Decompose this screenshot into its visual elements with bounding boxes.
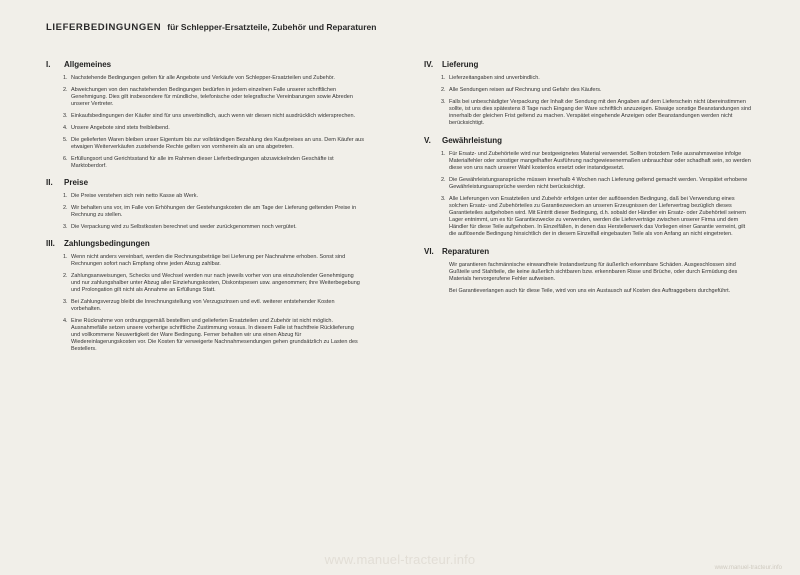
- paragraph: Bei Garantieverlangen auch für diese Teile, wird von uns ein Austausch auf Kosten des Auftraggebers durchgeführt.: [449, 288, 731, 294]
- clause-item: 3. Falls bei unbeschädigter Verpackung der Inhalt der Sendung mit den Angaben auf dem Lieferschein nicht übereinstimmen sollte, ist uns dies spätestens 8 Tage nach Eingang der Ware schriftlich anzuzeigen. Etwaige sonstige Beanstandungen sind innerhalb der gleichen Frist geltend zu machen. Verspätet eingehende Anzeigen oder Beanstandungen werden nicht berücksichtigt.: [441, 99, 752, 126]
- section-title: Allgemeines: [64, 60, 112, 69]
- clause-item: 1. Lieferzeitangaben sind unverbindlich.: [441, 75, 540, 81]
- clause-list: [424, 151, 752, 238]
- section-gewaehrleistung: [424, 136, 752, 238]
- right-column: [424, 60, 752, 300]
- watermark-small: www.manuel-tracteur.info: [714, 565, 782, 571]
- title-main: LIEFERBEDINGUNGEN: [46, 22, 162, 33]
- left-column: [46, 60, 364, 358]
- clause-item: 4. Unsere Angebote sind stets freibleibend.: [63, 125, 170, 131]
- section-number: I.: [46, 60, 51, 69]
- watermark: www.manuel-tracteur.info: [324, 552, 476, 567]
- section-title: Reparaturen: [442, 247, 490, 256]
- page-title: [46, 22, 376, 33]
- section-preise: [46, 178, 364, 231]
- section-allgemeines: [46, 60, 364, 170]
- section-number: II.: [46, 178, 53, 187]
- clause-item: 1. Für Ersatz- und Zubehörteile wird nur bestgeeignetes Material verwendet. Sollten trotzdem Teile ausnahmsweise infolge Materialfehler oder sonstiger mangelhafter Ausführung nachgewiesenermaßen unbrauchbar oder schadhaft sein, so werden diese von uns nach unserer Wahl kostenlos ersetzt oder instandgesetzt.: [441, 151, 751, 171]
- section-heading: [424, 60, 752, 69]
- clause-item: 4. Eine Rücknahme von ordnungsgemäß bestellten und gelieferten Ersatzteilen und Zubehör ist nicht möglich. Ausnahmefälle setzen unsere vorherige schriftliche Zustimmung voraus. In diesem Falle ist frachtfreie Rücklieferung und vollkommene Neuwertigkeit der Ware Bedingung. Ferner behalten wir uns einen Abzug für Wiedereinlagerungskosten vor. Die Kosten für verweigerte Nachnahmesendungen gehen grundsätzlich zu Lasten des Bestellers.: [63, 318, 358, 352]
- section-title: Preise: [64, 178, 89, 187]
- section-number: VI.: [424, 247, 434, 256]
- section-lieferung: [424, 60, 752, 127]
- clause-item: 1. Die Preise verstehen sich rein netto Kasse ab Werk.: [63, 193, 199, 199]
- clause-item: 3. Alle Lieferungen von Ersatzteilen und Zubehör erfolgen unter der auflösenden Bedingung, daß bei Verwendung eines solchen Ersatz- und Zubehörteiles zu Garantiezwecken an unseren Erzeugnissen der Liefervertrag bezüglich dieses Garantieteiles aufgehoben wird. Mit Eintritt dieser Bedingung, d.h. sobald der Händler ein Ersatz- oder Zubehörteil seinem Lager entnimmt, um es für Garantiezwecke zu verwenden, werden die Lieferverträge zwischen unserer Firma und dem Händler für diese Teile aufgehoben. In Einzelfällen, in denen das Herstellerwerk das Vorliegen einer Garantie verneint, gilt die auflösende Bedingung hinsichtlich der in diesem Einzelfall eingebauten Teile als von Anfang an nicht eingetreten.: [441, 196, 746, 237]
- section-number: IV.: [424, 60, 434, 69]
- section-heading: [46, 178, 364, 187]
- clause-item: 1. Nachstehende Bedingungen gelten für alle Angebote und Verkäufe von Schlepper-Ersatzteilen und Zubehör.: [63, 75, 335, 81]
- clause-item: 2. Zahlungsanweisungen, Schecks und Wechsel werden nur nach jeweils vorher von uns einzuholender Genehmigung und nur zahlungshalber unter Abzug aller Einziehungskosten, Diskontspesen usw. angenommen; ihre Weiterbegebung und Prolongation gilt nicht als Annahme an Erfüllungs Statt.: [63, 273, 360, 293]
- clause-item: 3. Bei Zahlungsverzug bleibt die Inrechnungstellung von Verzugszinsen und evtl. weiterer entstehender Kosten vorbehalten.: [63, 299, 335, 312]
- clause-list: [424, 75, 752, 127]
- section-heading: [424, 247, 752, 256]
- section-number: III.: [46, 239, 55, 248]
- clause-list: [46, 75, 364, 170]
- section-title: Zahlungsbedingungen: [64, 239, 150, 248]
- clause-item: 2. Die Gewährleistungsansprüche müssen innerhalb 4 Wochen nach Lieferung geltend gemacht werden. Verspätet erhobene Gewährleistungsansprüche werden nicht berücksichtigt.: [441, 177, 748, 190]
- clause-item: 6. Erfüllungsort und Gerichtsstand für alle im Rahmen dieser Lieferbedingungen abzuwickelnden Geschäfte ist Marktoberdorf.: [63, 156, 334, 169]
- clause-item: 2. Abweichungen von den nachstehenden Bedingungen bedürfen in jedem einzelnen Falle unserer schriftlichen Genehmigung. Dies gilt insbesondere für mündliche, telefonische oder telegrafische Vereinbarungen sowie Abreden unserer Vertreter.: [63, 87, 353, 107]
- clause-item: 3. Die Verpackung wird zu Selbstkosten berechnet und weder zurückgenommen noch vergütet.: [63, 224, 297, 230]
- clause-item: 5. Die gelieferten Waren bleiben unser Eigentum bis zur vollständigen Bezahlung des Kaufpreises an uns. Dem Käufer aus etwaigen Weiterverkäufen zustehende Rechte gelten von vornherein als an uns abgetreten.: [63, 137, 364, 150]
- paragraph: Wir garantieren fachmännische einwandfreie Instandsetzung für äußerlich erkennbare Schäden. Ausgeschlossen sind Gußteile und Stahlteile, die keine äußerlich sichtbaren bzw. erkennbaren Risse und Brüche, oder durch Ermüdung des Materials hervorgerufene Fehler aufweisen.: [449, 262, 738, 282]
- clause-item: 2. Alle Sendungen reisen auf Rechnung und Gefahr des Käufers.: [441, 87, 602, 93]
- title-subtitle: für Schlepper-Ersatzteile, Zubehör und Reparaturen: [167, 22, 377, 32]
- clause-item: 2. Wir behalten uns vor, im Falle von Erhöhungen der Gestehungskosten die am Tage der Lieferung geltenden Preise in Rechnung zu stellen.: [63, 205, 357, 218]
- section-zahlungsbedingungen: [46, 239, 364, 353]
- clause-list: [46, 254, 364, 353]
- section-reparaturen: [424, 247, 752, 295]
- section-heading: [424, 136, 752, 145]
- clause-item: 1. Wenn nicht anders vereinbart, werden die Rechnungsbeträge bei Lieferung per Nachnahme erhoben. Sonst sind Rechnungen sofort nach Empfang ohne jeden Abzug zahlbar.: [63, 254, 346, 267]
- clause-item: 3. Einkaufsbedingungen der Käufer sind für uns unverbindlich, auch wenn wir diesen nicht ausdrücklich widersprechen.: [63, 113, 356, 119]
- clause-list: [46, 193, 364, 231]
- section-title: Gewährleistung: [442, 136, 503, 145]
- section-heading: [46, 60, 364, 69]
- section-title: Lieferung: [442, 60, 479, 69]
- section-number: V.: [424, 136, 431, 145]
- section-heading: [46, 239, 364, 248]
